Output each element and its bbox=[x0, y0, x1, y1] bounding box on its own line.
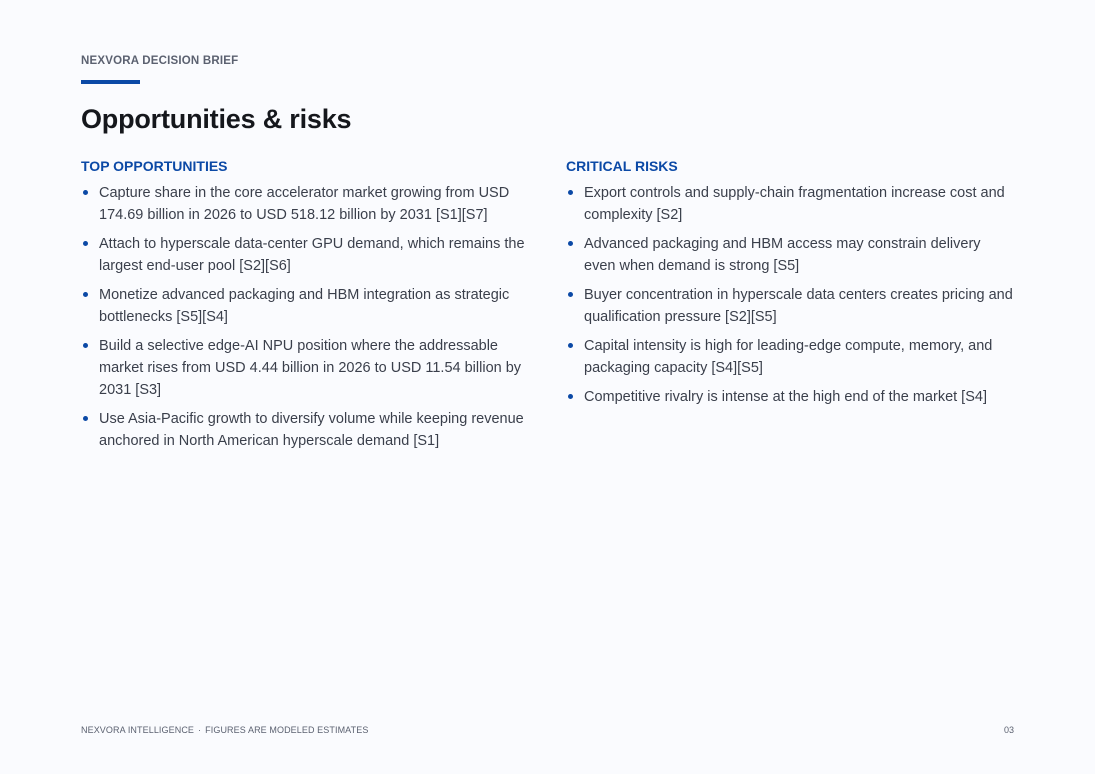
opportunity-text: Attach to hyperscale data-center GPU demand, which remains the largest end-user pool [S2][S6] bbox=[99, 236, 525, 274]
footer-note bbox=[81, 725, 368, 735]
page-number: 03 bbox=[1003, 725, 1014, 735]
bullet-dot-icon bbox=[568, 292, 573, 297]
risks-heading: CRITICAL RISKS bbox=[566, 158, 678, 174]
risk-text: Competitive rivalry is intense at the high end of the market [S4] bbox=[584, 389, 987, 405]
risks-column bbox=[566, 158, 1014, 415]
risk-text: Buyer concentration in hyperscale data centers creates pricing and qualification pressure [S2][S5] bbox=[584, 287, 1013, 325]
page-title: Opportunities & risks bbox=[81, 104, 352, 134]
opportunity-text: Use Asia-Pacific growth to diversify volume while keeping revenue anchored in North American hyperscale demand [S1] bbox=[99, 411, 524, 449]
bullet-dot-icon bbox=[83, 190, 88, 195]
risk-item bbox=[566, 284, 1014, 328]
risk-item bbox=[566, 233, 1014, 277]
opportunity-item bbox=[81, 182, 529, 226]
bullet-dot-icon bbox=[568, 241, 573, 246]
footer-org: NEXVORA INTELLIGENCE bbox=[81, 725, 195, 735]
bullet-dot-icon bbox=[568, 190, 573, 195]
bullet-dot-icon bbox=[83, 292, 88, 297]
opportunity-item bbox=[81, 284, 529, 328]
footer-separator: · bbox=[198, 725, 202, 735]
risk-text: Export controls and supply-chain fragmentation increase cost and complexity [S2] bbox=[584, 185, 1005, 223]
opportunities-column bbox=[81, 158, 529, 459]
opportunities-list bbox=[81, 182, 529, 452]
footer-disclaimer: FIGURES ARE MODELED ESTIMATES bbox=[205, 725, 369, 735]
opportunities-heading: TOP OPPORTUNITIES bbox=[81, 158, 228, 174]
opportunity-item bbox=[81, 335, 529, 401]
opportunity-text: Monetize advanced packaging and HBM integration as strategic bottlenecks [S5][S4] bbox=[99, 287, 510, 325]
brief-kicker: NEXVORA DECISION BRIEF bbox=[81, 55, 239, 67]
bullet-dot-icon bbox=[83, 343, 88, 348]
bullet-dot-icon bbox=[83, 416, 88, 421]
opportunity-text: Build a selective edge-AI NPU position where the addressable market rises from USD 4.44 billion in 2026 to USD 11.54 billion by 2031 [S3] bbox=[99, 338, 522, 398]
risks-list bbox=[566, 182, 1014, 408]
bullet-dot-icon bbox=[568, 343, 573, 348]
risk-text: Capital intensity is high for leading-edge compute, memory, and packaging capacity [S4][S5] bbox=[584, 338, 993, 376]
risk-text: Advanced packaging and HBM access may constrain delivery even when demand is strong [S5] bbox=[584, 236, 981, 274]
risk-item bbox=[566, 335, 1014, 379]
risk-item bbox=[566, 182, 1014, 226]
bullet-dot-icon bbox=[568, 394, 573, 399]
risk-item bbox=[566, 386, 1014, 408]
opportunity-item bbox=[81, 408, 529, 452]
bullet-dot-icon bbox=[83, 241, 88, 246]
opportunity-item bbox=[81, 233, 529, 277]
opportunity-text: Capture share in the core accelerator market growing from USD 174.69 billion in 2026 to USD 518.12 billion by 2031 [S1][S7] bbox=[99, 185, 510, 223]
accent-bar bbox=[81, 80, 140, 84]
brief-page bbox=[81, 0, 1014, 774]
